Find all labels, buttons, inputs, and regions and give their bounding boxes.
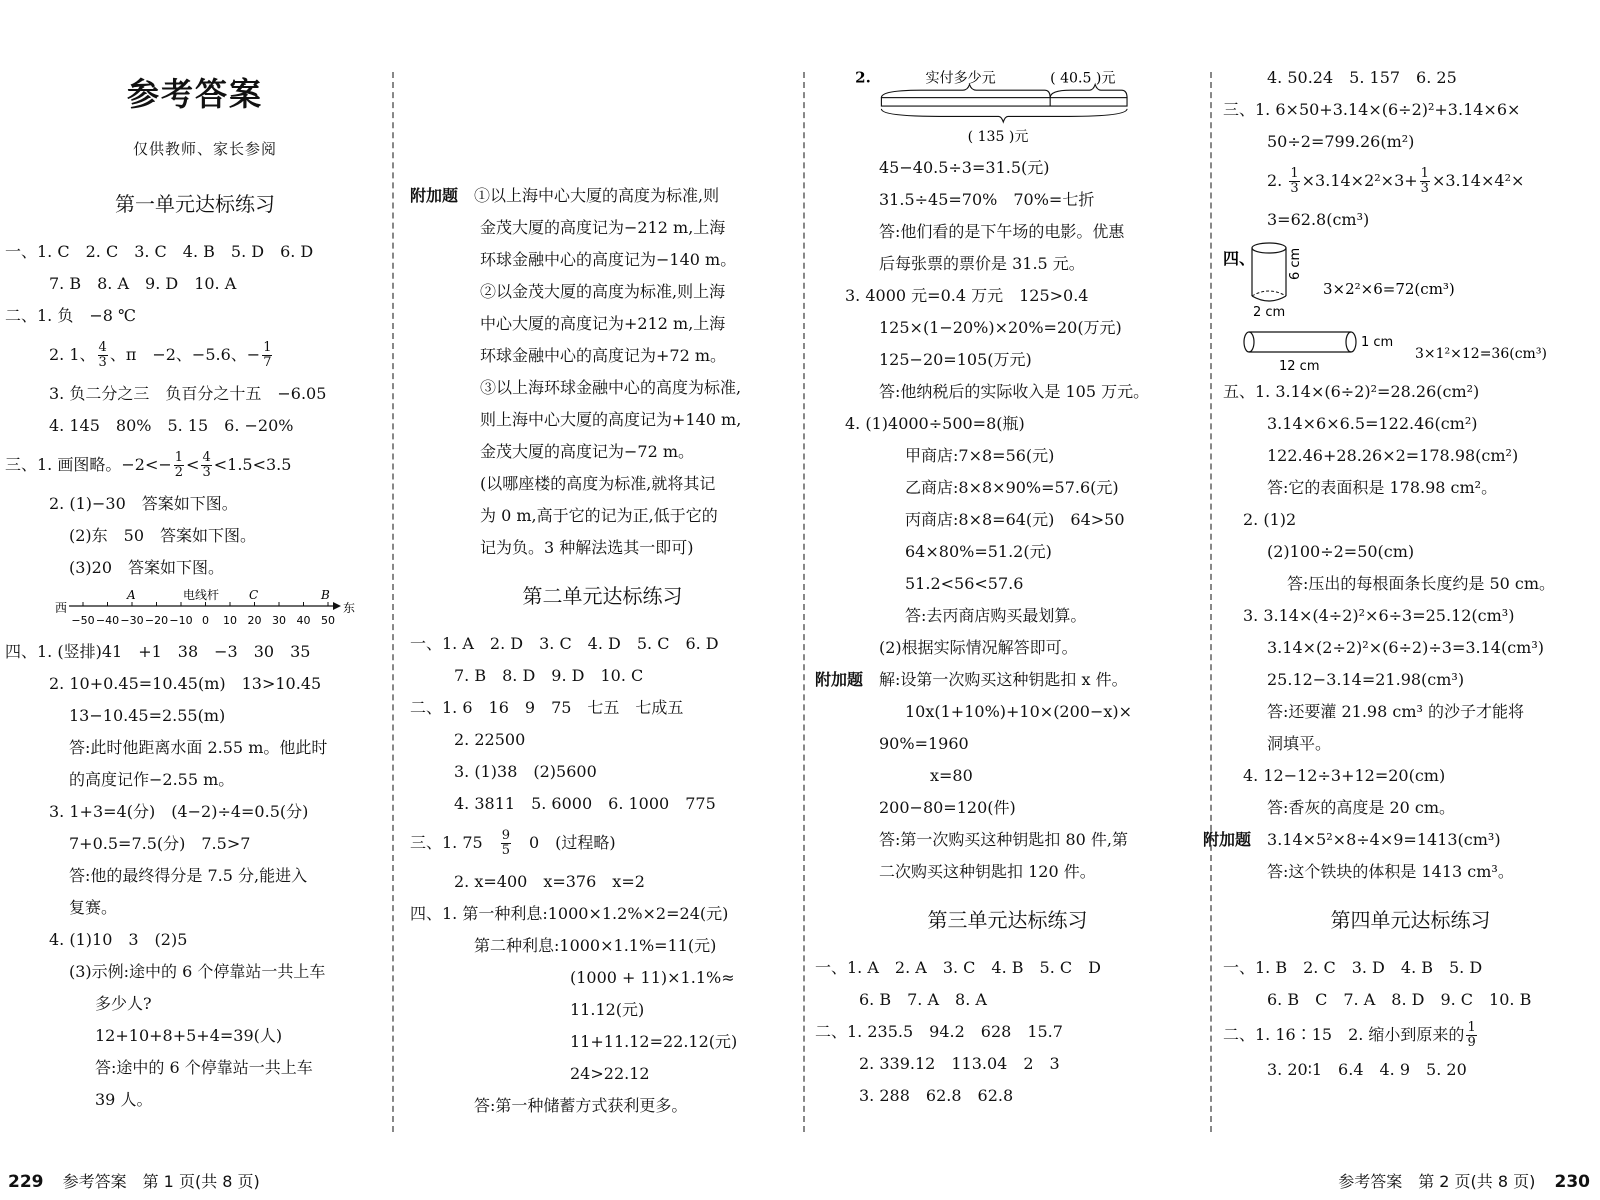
page-number-right: 230 — [1554, 1172, 1590, 1192]
answer-line: 二、1. 6 16 9 75 七五 七成五 — [410, 698, 684, 717]
answer-line: 3. 288 62.8 62.8 — [859, 1086, 1014, 1105]
answer-line: (3)20 答案如下图。 — [69, 558, 225, 577]
cylinder-diagrams — [1223, 236, 1598, 376]
column-4 — [1203, 62, 1598, 1086]
west-label: 西 — [55, 601, 68, 615]
answer-line: 200−80=120(件) — [879, 798, 1016, 817]
answer-line: 答:还要灌 21.98 cm³ 的沙子才能将 — [1267, 702, 1525, 721]
answer-line: x=80 — [930, 766, 973, 785]
answer-line: (2)100÷2=50(cm) — [1267, 542, 1415, 561]
fraction: $\frac{9}{5}$ — [501, 828, 510, 858]
answer-line: 3. 1+3=4(分) (4−2)÷4=0.5(分) — [49, 802, 309, 821]
answer-line: 答:此时他距离水面 2.55 m。他此时 — [69, 738, 328, 757]
answer-line: 三、1. 75 $\frac{9}{5}$ 0 (过程略) — [410, 828, 616, 858]
answer-line: 二次购买这种钥匙扣 120 件。 — [879, 862, 1096, 881]
answer-line: 答:香灰的高度是 20 cm。 — [1267, 798, 1456, 817]
axis-tick-label: −40 — [95, 614, 120, 627]
answer-line: 一、1. A 2. A 3. C 4. B 5. C D — [815, 958, 1101, 977]
answer-line: 25.12−3.14=21.98(cm³) — [1267, 670, 1465, 689]
east-label: 东 — [343, 601, 356, 615]
cylinder-width-label: 2 cm — [1253, 305, 1286, 320]
axis-tick-label: 10 — [223, 614, 237, 627]
pole-label: 电线杆 — [183, 588, 220, 602]
answer-line: 64×80%=51.2(元) — [905, 542, 1052, 561]
answer-line: 乙商店:8×8×90%=57.6(元) — [905, 478, 1119, 497]
column-divider-1 — [392, 72, 394, 1132]
answer-line: 第二种利息:1000×1.1%=11(元) — [474, 936, 717, 955]
answer-line: 答:第一次购买这种钥匙扣 80 件,第 — [879, 830, 1129, 849]
answer-line: 答:第一种储蓄方式获利更多。 — [474, 1096, 688, 1115]
answer-line: 后每张票的票价是 31.5 元。 — [879, 254, 1085, 273]
answer-line: 答:他们看的是下午场的电影。优惠 — [879, 222, 1125, 241]
diagram-number: 2. — [855, 68, 871, 87]
answer-line: 三、1. 6×50+3.14×(6÷2)²+3.14×6× — [1223, 100, 1521, 119]
answer-line: 甲商店:7×8=56(元) — [905, 446, 1055, 465]
page-subtitle: 仅供教师、家长参阅 — [132, 140, 277, 158]
answer-line: 丙商店:8×8=64(元) 64>50 — [905, 510, 1125, 529]
answer-line: 2. 10+0.45=10.45(m) 13>10.45 — [49, 674, 322, 693]
answer-line: 2. (1)2 — [1243, 510, 1297, 529]
answer-line: (2)东 50 答案如下图。 — [69, 526, 257, 545]
fraction: $\frac{4}{3}$ — [202, 450, 211, 480]
answer-line: 125×(1−20%)×20%=20(万元) — [879, 318, 1122, 337]
answer-line: 四、1. (竖排)41 +1 38 −3 30 35 — [5, 642, 311, 661]
answer-line: 11.12(元) — [570, 1000, 645, 1019]
answer-line: 二、1. 负 −8 ℃ — [5, 306, 136, 325]
answer-line: 3. 负二分之三 负百分之十五 −6.05 — [49, 384, 327, 403]
footer-left — [8, 1169, 260, 1192]
diagram-right-label: ( 40.5 )元 — [1050, 70, 1116, 87]
answer-line: 一、1. B 2. C 3. D 4. B 5. D — [1223, 958, 1483, 977]
unit-heading-2: 第二单元达标练习 — [522, 584, 683, 608]
footer-label-right: 参考答案 第 2 页(共 8 页) — [1338, 1172, 1536, 1191]
answer-line: 51.2<56<57.6 — [905, 574, 1024, 593]
segment-diagram — [815, 62, 1200, 152]
column-2 — [410, 180, 795, 1122]
answer-line: 7+0.5=7.5(分) 7.5>7 — [69, 834, 251, 853]
answer-line: 2. 1、 $\frac{4}{3}$ 、π −2、−5.6、− $\frac{1}{7}$ — [49, 340, 272, 370]
column-divider-2 — [803, 72, 805, 1132]
axis-tick-label: 30 — [272, 614, 286, 627]
answer-line: 附加题 3.14×5²×8÷4×9=1413(cm³) — [1203, 830, 1501, 849]
answer-line: ③以上海环球金融中心的高度为标准, — [480, 378, 742, 397]
answer-line: 环球金融中心的高度记为−140 m。 — [480, 250, 737, 269]
point-b-label: B — [321, 588, 330, 602]
answer-line: 一、1. C 2. C 3. C 4. B 5. D 6. D — [5, 242, 314, 261]
axis-tick-label: 50 — [321, 614, 335, 627]
answer-line: 金茂大厦的高度记为−212 m,上海 — [480, 218, 726, 237]
cylinder2-width-label: 12 cm — [1279, 359, 1320, 374]
answer-line: 多少人? — [95, 994, 152, 1013]
answer-line: 2. 339.12 113.04 2 3 — [859, 1054, 1060, 1073]
answer-line: 125−20=105(万元) — [879, 350, 1032, 369]
answer-line: 7. B 8. A 9. D 10. A — [49, 274, 237, 293]
answer-line: 则上海中心大厦的高度记为+140 m, — [480, 410, 742, 429]
answer-line: 金茂大厦的高度记为−72 m。 — [480, 442, 695, 461]
answer-line: 二、1. 235.5 94.2 628 15.7 — [815, 1022, 1063, 1041]
answer-line: 答:这个铁块的体积是 1413 cm³。 — [1267, 862, 1514, 881]
cylinder-height-label: 6 cm — [1288, 247, 1303, 280]
cylinder-volume-1: 3×2²×6=72(cm³) — [1323, 280, 1455, 298]
answer-line: 二、1. 16∶15 2. 缩小到原来的 $\frac{1}{9}$ — [1223, 1020, 1476, 1050]
answer-line: 2. $\frac{1}{3}$ ×3.14×2²×3+ $\frac{1}{3}$ ×3.14×4²× — [1267, 166, 1525, 196]
axis-tick-label: 0 — [202, 614, 209, 627]
axis-tick-label: 40 — [296, 614, 311, 627]
bonus-label: 附加题 — [1203, 830, 1252, 849]
answer-line: 45−40.5÷3=31.5(元) — [879, 158, 1050, 177]
answer-line: 39 人。 — [95, 1090, 153, 1109]
answer-line: 4. 12−12÷3+12=20(cm) — [1243, 766, 1446, 785]
fraction: $\frac{1}{3}$ — [1420, 166, 1429, 196]
answer-line: 复赛。 — [69, 898, 118, 917]
page-number-left: 229 — [8, 1172, 44, 1192]
answer-line: 50÷2=799.26(m²) — [1267, 132, 1415, 151]
answer-line: 的高度记作−2.55 m。 — [69, 770, 235, 789]
point-c-label: C — [249, 588, 259, 602]
answer-line: 3. (1)38 (2)5600 — [454, 762, 597, 781]
answer-line: 4. (1)10 3 (2)5 — [49, 930, 188, 949]
answer-line: (1000 + 11)×1.1%≈ — [570, 968, 735, 987]
column-divider-3 — [1210, 72, 1212, 1132]
answer-line: (2)根据实际情况解答即可。 — [879, 638, 1078, 657]
column-3 — [815, 62, 1200, 1112]
answer-line: 2. 22500 — [454, 730, 526, 749]
cylinder-volume-2: 3×1²×12=36(cm³) — [1415, 346, 1547, 362]
answer-line: 答:途中的 6 个停靠站一共上车 — [95, 1058, 313, 1077]
answer-line: 4. 50.24 5. 157 6. 25 — [1267, 68, 1457, 87]
diagram-top-label: 实付多少元 — [925, 70, 996, 87]
footer-right — [1338, 1169, 1590, 1192]
answer-line: 附加题 解:设第一次购买这种钥匙扣 x 件。 — [815, 670, 1128, 689]
answer-line: 答:他纳税后的实际收入是 105 万元。 — [879, 382, 1150, 401]
answer-line: 3.14×6×6.5=122.46(cm²) — [1267, 414, 1478, 433]
answer-line: 答:它的表面积是 178.98 cm²。 — [1267, 478, 1498, 497]
answer-line: 为 0 m,高于它的记为正,低于它的 — [480, 506, 718, 525]
answer-line: 答:压出的每根面条长度约是 50 cm。 — [1287, 574, 1556, 593]
answer-line: ②以金茂大厦的高度为标准,则上海 — [480, 282, 726, 301]
answer-line: 记为负。3 种解法选其一即可) — [480, 538, 694, 557]
answer-line: 4. (1)4000÷500=8(瓶) — [845, 414, 1025, 433]
fraction: $\frac{1}{2}$ — [174, 450, 184, 480]
axis-tick-label: −20 — [144, 614, 169, 627]
answer-line: 2. x=400 x=376 x=2 — [454, 872, 645, 891]
answer-line: 13−10.45=2.55(m) — [69, 706, 226, 725]
number-line-diagram — [5, 584, 385, 636]
answer-line: 洞填平。 — [1267, 734, 1332, 753]
answer-line: 3. 4000 元=0.4 万元 125>0.4 — [845, 286, 1089, 305]
answer-line: 3.14×(2÷2)²×(6÷2)÷3=3.14(cm³) — [1267, 638, 1544, 657]
answer-line: 3=62.8(cm³) — [1267, 210, 1370, 229]
answer-line: 五、1. 3.14×(6÷2)²=28.26(cm²) — [1223, 382, 1480, 401]
page-title: 参考答案 — [126, 75, 263, 113]
fraction: $\frac{4}{3}$ — [98, 340, 107, 370]
answer-line: 4. 145 80% 5. 15 6. −20% — [49, 416, 294, 435]
axis-tick-label: −50 — [71, 614, 95, 627]
answer-line: 4. 3811 5. 6000 6. 1000 775 — [454, 794, 716, 813]
diagram-bottom-label: ( 135 )元 — [967, 128, 1029, 145]
answer-line: 24>22.12 — [570, 1064, 650, 1083]
answer-line: 11+11.12=22.12(元) — [570, 1032, 738, 1051]
bonus-label: 附加题 — [410, 186, 459, 205]
section-four-label: 四、 — [1223, 249, 1256, 268]
answer-line: 12+10+8+5+4=39(人) — [95, 1026, 283, 1045]
cylinder2-height-label: 1 cm — [1361, 335, 1394, 350]
axis-tick-label: −30 — [120, 614, 144, 627]
answer-line: 三、1. 画图略。−2<− $\frac{1}{2}$ < $\frac{4}{3}$ <1.5<3.5 — [5, 450, 292, 480]
unit-heading-3: 第三单元达标练习 — [927, 908, 1088, 932]
answer-line: 中心大厦的高度记为+212 m,上海 — [480, 314, 726, 333]
answer-line: 7. B 8. D 9. D 10. C — [454, 666, 644, 685]
answer-line: 122.46+28.26×2=178.98(cm²) — [1267, 446, 1519, 465]
answer-line: 10x(1+10%)+10×(200−x)× — [905, 702, 1133, 721]
answer-line: (3)示例:途中的 6 个停靠站一共上车 — [69, 962, 326, 981]
answer-line: 6. B 7. A 8. A — [859, 990, 987, 1009]
answer-line: 答:去丙商店购买最划算。 — [905, 606, 1087, 625]
unit-heading-4: 第四单元达标练习 — [1330, 908, 1491, 932]
answer-line: (以哪座楼的高度为标准,就将其记 — [480, 474, 716, 493]
axis-tick-label: −10 — [169, 614, 193, 627]
answer-line: 一、1. A 2. D 3. C 4. D 5. C 6. D — [410, 634, 719, 653]
unit-heading-1: 第一单元达标练习 — [115, 192, 275, 216]
answer-line: 2. (1)−30 答案如下图。 — [49, 494, 238, 513]
axis-tick-label: 20 — [247, 614, 262, 627]
footer-label-left: 参考答案 第 1 页(共 8 页) — [62, 1172, 260, 1191]
answer-line: 90%=1960 — [879, 734, 969, 753]
bonus-label: 附加题 — [815, 670, 864, 689]
answer-line: 四、1. 第一种利息:1000×1.2%×2=24(元) — [410, 904, 729, 923]
answer-line: 答:他的最终得分是 7.5 分,能进入 — [69, 866, 308, 885]
point-a-label: A — [127, 588, 136, 602]
answer-line: 6. B C 7. A 8. D 9. C 10. B — [1267, 990, 1532, 1009]
answer-line: 31.5÷45=70% 70%=七折 — [879, 190, 1095, 209]
answer-line: 3. 3.14×(4÷2)²×6÷3=25.12(cm³) — [1243, 606, 1515, 625]
answer-line: 附加题 ①以上海中心大厦的高度为标准,则 — [410, 186, 720, 205]
column-1 — [5, 62, 385, 1116]
fraction: $\frac{1}{3}$ — [1290, 166, 1299, 196]
fraction: $\frac{1}{9}$ — [1467, 1020, 1476, 1050]
answer-line: 环球金融中心的高度记为+72 m。 — [480, 346, 727, 365]
fraction: $\frac{1}{7}$ — [263, 340, 272, 370]
answer-line: 3. 20∶1 6.4 4. 9 5. 20 — [1267, 1060, 1467, 1079]
